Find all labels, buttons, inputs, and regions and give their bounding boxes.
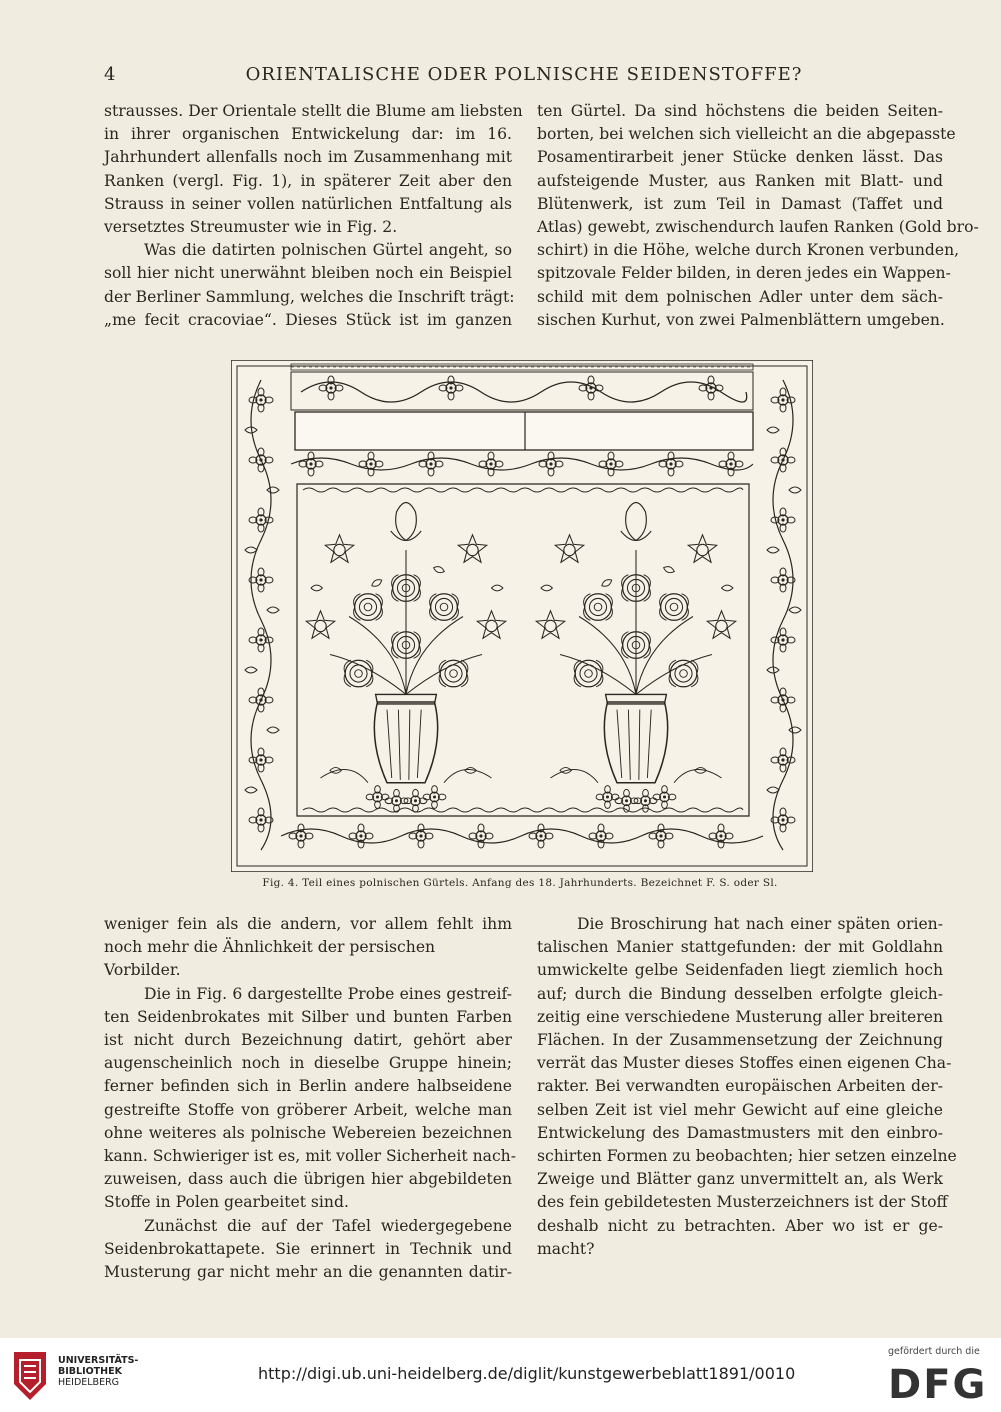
text-line: Flächen. In der Zusammensetzung der Zeichnung [537, 1031, 943, 1050]
text-line: Musterung gar nicht mehr an die genannten datir- [104, 1263, 512, 1282]
text-line: soll hier nicht unerwähnt bleiben noch ein Beispiel [104, 264, 512, 283]
library-line: HEIDELBERG [58, 1377, 120, 1388]
text-line: Entwickelung des Damastmusters mit den einbro- [537, 1123, 943, 1142]
text-line: sischen Kurhut, von zwei Palmenblättern umgeben. [537, 310, 945, 329]
text-line: des fein gebildetesten Musterzeichners ist der Stoff [537, 1193, 948, 1212]
text-line: versetztes Streumuster wie in Fig. 2. [104, 218, 398, 237]
digitization-footer [0, 1338, 1001, 1412]
text-line: ten Seidenbrokates mit Silber und bunten Farben [104, 1007, 512, 1026]
text-line: schirt) in die Höhe, welche durch Kronen verbunden, [537, 241, 960, 260]
university-library-name [58, 1355, 138, 1388]
text-line: umwickelte gelbe Seidenfaden liegt ziemlich hoch [537, 961, 943, 980]
text-line: deshalb nicht zu betrachten. Aber wo ist er ge- [537, 1216, 943, 1235]
dfg-logo: DFG [888, 1362, 988, 1408]
text-line: selben Zeit ist viel mehr Gewicht auf eine gleiche [537, 1100, 943, 1119]
text-line: macht? [537, 1239, 595, 1258]
text-line: kann. Schwieriger ist es, mit voller Sicherheit nach- [104, 1147, 516, 1166]
text-line: „me fecit cracoviae“. Dieses Stück ist im ganzen [104, 310, 512, 329]
text-line: Jahrhundert allenfalls noch im Zusammenhang mit [104, 148, 512, 167]
text-line: spitzovale Felder bilden, in deren jedes ein Wappen- [537, 264, 951, 283]
text-line: rakter. Bei verwandten europäischen Arbeiten der- [537, 1077, 943, 1096]
text-line: talischen Manier stattgefunden: der mit Goldlahn [537, 938, 943, 957]
text-column-top-left [104, 100, 523, 332]
text-line: ohne weiteres als polnische Webereien bezeichnen [104, 1123, 512, 1142]
text-line: Strauss in seiner vollen natürlichen Entfaltung als [104, 194, 512, 213]
text-line: auf; durch die Bindung desselben erfolgte gleich- [537, 984, 943, 1003]
text-line: schirten Formen zu beobachten; hier setzen einzelne [537, 1147, 957, 1166]
running-title: ORIENTALISCHE ODER POLNISCHE SEIDENSTOFFE? [245, 64, 803, 85]
permalink-url[interactable]: http://digi.ub.uni-heidelberg.de/diglit/kunstgewerbeblatt1891/0010 [258, 1364, 796, 1383]
library-line: UNIVERSITÄTS- [58, 1355, 139, 1366]
text-line: in ihrer organischen Entwickelung dar: im 16. [104, 125, 512, 144]
text-line: Die in Fig. 6 dargestellte Probe eines gestreif- [144, 984, 512, 1003]
page-number: 4 [104, 64, 117, 85]
text-line: Zweige und Blätter ganz unvermittelt an, als Werk [537, 1170, 943, 1189]
text-column-top-right [537, 100, 979, 332]
text-line: der Berliner Sammlung, welches die Inschrift trägt: [104, 287, 515, 306]
text-line: schild mit dem polnischen Adler unter dem säch- [537, 287, 943, 306]
text-line: ferner befinden sich in Berlin andere halbseidene [104, 1077, 512, 1096]
text-line: Atlas) gewebt, zwischendurch laufen Ranken (Gold bro- [537, 218, 979, 237]
library-line: BIBLIOTHEK [58, 1366, 122, 1377]
text-line: ten Gürtel. Da sind höchstens die beiden Seiten- [537, 102, 943, 120]
text-line: zuweisen, dass auch die übrigen hier abgebildeten [104, 1170, 512, 1189]
text-line: Blütenwerk, ist zum Teil in Damast (Taffet und [537, 194, 943, 213]
text-line: Stoffe in Polen gearbeitet sind. [104, 1193, 349, 1212]
text-line: verrät das Muster dieses Stoffes einen eigenen Cha- [537, 1054, 952, 1073]
text-line: augenscheinlich noch in dieselbe Gruppe hinein; [104, 1054, 512, 1073]
text-line: weniger fein als die andern, vor allem fehlt ihm [104, 915, 512, 933]
text-line: Seidenbrokattapete. Sie erinnert in Technik und [104, 1239, 512, 1258]
text-line: strausses. Der Orientale stellt die Blume am liebsten [104, 102, 523, 120]
text-line: zeitig eine verschiedene Musterung aller breiteren [537, 1007, 943, 1026]
text-line: Die Broschirung hat nach einer späten orien- [577, 915, 943, 933]
text-line: Posamentirarbeit jener Stücke denken lässt. Das [537, 148, 943, 167]
running-head [104, 64, 944, 90]
text-column-bottom-left [104, 913, 516, 1284]
figure-caption: Fig. 4. Teil eines polnischen Gürtels. Anfang des 18. Jahrhunderts. Bezeichnet F. S. oder Sl. [262, 877, 778, 889]
text-line: ist nicht durch Bezeichnung datirt, gehört aber [104, 1031, 512, 1050]
text-line: gestreifte Stoffe von gröberer Arbeit, welche man [104, 1100, 512, 1119]
figure-girdle-illustration [231, 360, 813, 872]
text-line: aufsteigende Muster, aus Ranken mit Blatt- und [537, 171, 943, 190]
funding-note: gefördert durch die [888, 1346, 980, 1357]
text-column-bottom-right [537, 913, 957, 1261]
text-line: borten, bei welchen sich vielleicht an die abgepasste [537, 125, 956, 144]
text-line: Was die datirten polnischen Gürtel angeht, so [144, 241, 512, 260]
text-line: Ranken (vergl. Fig. 1), in späterer Zeit aber den [104, 171, 512, 190]
text-line: noch mehr die Ähnlichkeit der persischen Vorbilder. [104, 938, 436, 980]
text-line: Zunächst die auf der Tafel wiedergegebene [144, 1216, 512, 1235]
university-library-logo-icon [10, 1348, 50, 1404]
